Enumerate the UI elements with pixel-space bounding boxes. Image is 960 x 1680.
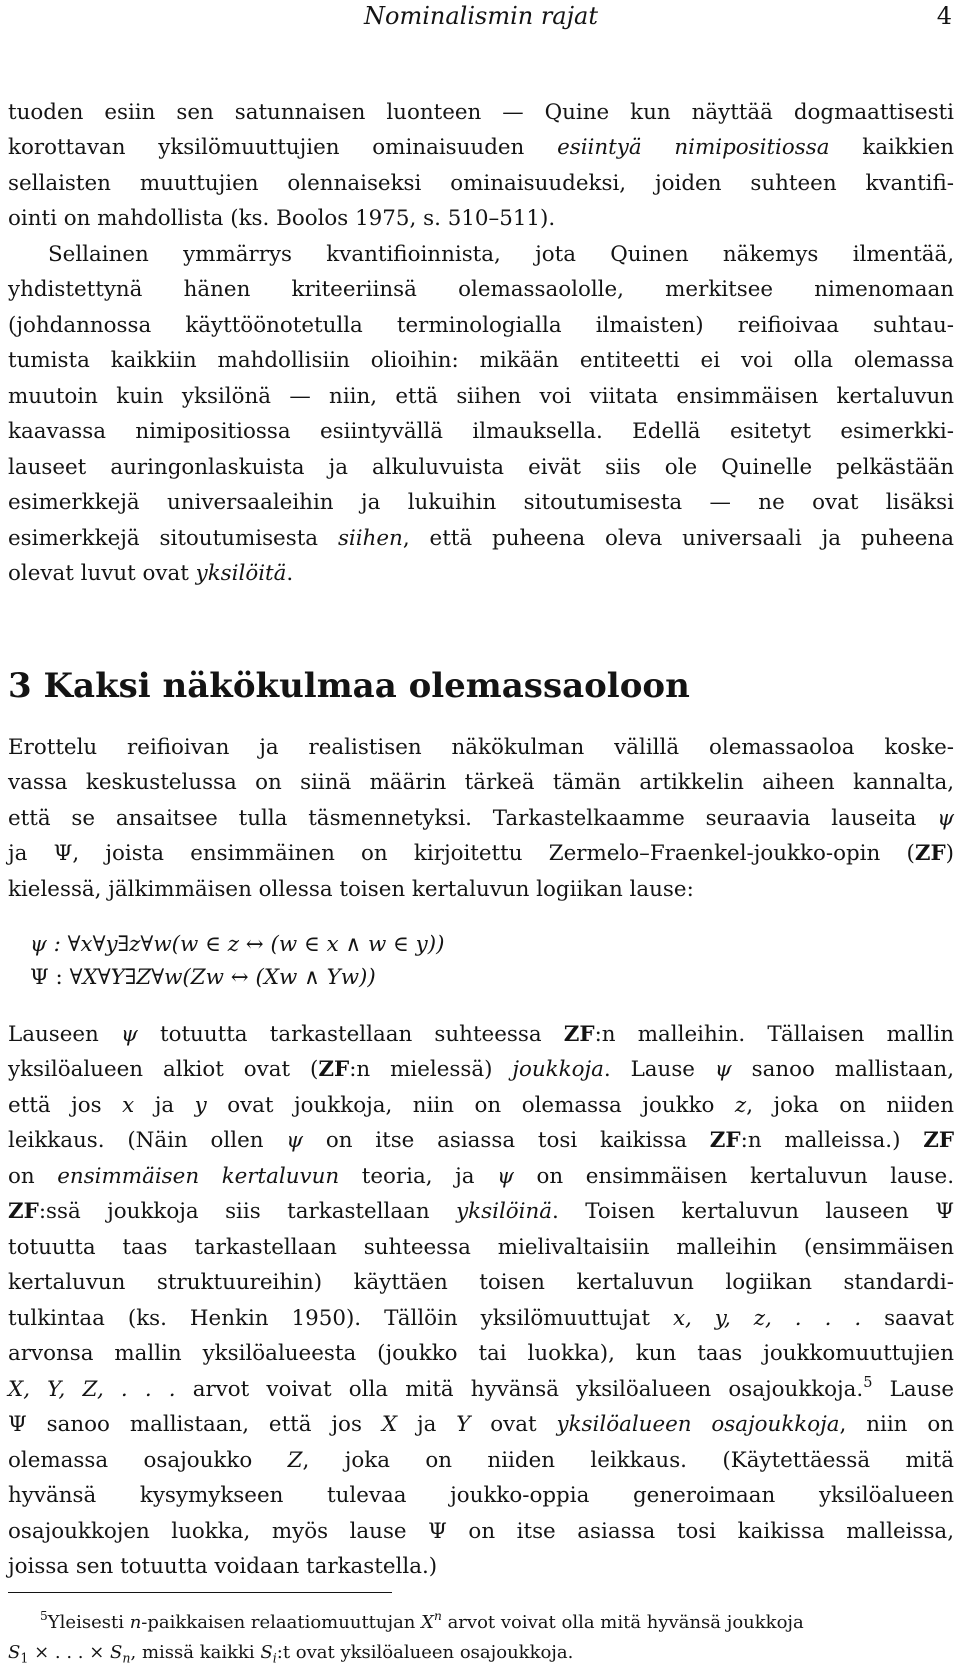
footnote-rule	[8, 1592, 392, 1593]
text-span: ja	[134, 1093, 195, 1118]
math-symbol: ψ	[937, 806, 954, 831]
text-span: että jos	[8, 1093, 123, 1118]
text-span: esimerkkejä sitoutumisesta	[8, 526, 338, 551]
text-span: :n mielessä)	[349, 1057, 513, 1082]
text-line: ointi on mahdollista (ks. Boolos 1975, s. 510–511).	[8, 206, 556, 231]
text-line	[8, 1411, 954, 1439]
text-span: että se ansaitsee tulla täsmennetyksi. Tarkastelkaamme seuraavia lauseita	[8, 806, 938, 831]
text-span: teoria, ja	[339, 1164, 498, 1189]
text-span: arvot voivat olla mitä hyvänsä yksilöalueen osajoukkoja.	[175, 1377, 864, 1402]
text-line	[8, 134, 954, 162]
text-span: sanoo mallistaan,	[731, 1057, 955, 1082]
math-superscript: n	[433, 1609, 442, 1624]
math-symbol: Z	[287, 1448, 303, 1473]
text-span: ja	[397, 1412, 457, 1437]
text-line: osajoukkojen luokka, myös lause Ψ on itse asiassa tosi kaikissa malleissa,	[8, 1519, 954, 1544]
math-subscript: i	[272, 1650, 277, 1666]
text-span: korottavan yksilömuuttujien ominaisuuden	[8, 135, 558, 160]
text-span: :n malleihin. Tällaisen mallin	[594, 1022, 954, 1047]
bold-term: ZF	[709, 1128, 741, 1153]
text-line: joissa sen totuutta voidaan tarkastella.)	[8, 1554, 438, 1579]
math-symbol: S	[260, 1642, 273, 1663]
math-symbol: ψ	[121, 1022, 138, 1047]
text-span: Lauseen	[8, 1022, 121, 1047]
formula-label: ψ :	[30, 932, 61, 957]
text-line	[8, 805, 954, 833]
text-line: hyvänsä kysymykseen tulevaa joukko-oppia generoimaan yksilöalueen	[8, 1483, 954, 1508]
text-span: -paikkaisen relaatiomuuttujan	[141, 1612, 422, 1633]
text-span: on	[8, 1164, 58, 1189]
text-span: kaikkien	[829, 135, 954, 160]
math-subscript: 1	[20, 1650, 29, 1666]
emphasis: yksilöalueen osajoukkoja	[556, 1412, 840, 1437]
page-header	[0, 0, 960, 40]
emphasis: yksilöinä	[456, 1199, 553, 1224]
footnote-reference[interactable]: 5	[863, 1374, 873, 1392]
text-line: muutoin kuin yksilönä — niin, että siihen voi viitata ensimmäisen kertaluvun	[8, 384, 954, 409]
text-line: esimerkkejä universaaleihin ja lukuihin sitoutumisesta — ne ovat lisäksi	[8, 490, 954, 515]
text-span: , niin on	[839, 1412, 954, 1437]
emphasis: yksilöitä	[195, 561, 287, 586]
text-span: olevat luvut ovat	[8, 561, 196, 586]
text-span: arvot voivat olla mitä hyvänsä joukkoja	[441, 1612, 804, 1633]
math-symbol: y	[194, 1093, 207, 1118]
text-span: totuutta tarkastellaan suhteessa	[137, 1022, 564, 1047]
text-line: tuoden esiin sen satunnaisen luonteen — Quine kun näyttää dogmaattisesti	[8, 100, 954, 125]
math-symbol: S	[110, 1642, 123, 1663]
text-line: sellaisten muuttujien olennaiseksi ominaisuudeksi, joiden suhteen kvantifi-	[8, 171, 954, 196]
text-line	[8, 1092, 954, 1120]
text-line	[8, 1376, 954, 1404]
text-span: , joka on niiden leikkaus. (Käytettäessä mitä	[302, 1448, 954, 1473]
text-span: , että puheena oleva universaali ja puheena	[402, 526, 954, 551]
text-line: (johdannossa käyttöönotetulla terminologialla ilmaisten) reifioivaa suhtau-	[8, 313, 954, 338]
math-symbol: S	[8, 1642, 21, 1663]
formula-psi	[30, 931, 444, 959]
text-span: ja Ψ, joista ensimmäinen on kirjoitettu Zermelo–Fraenkel-joukko-opin (	[8, 841, 915, 866]
text-span: .	[286, 561, 294, 586]
text-span: Lause	[872, 1377, 955, 1402]
text-span: . Toisen kertaluvun lauseen Ψ	[552, 1199, 954, 1224]
text-span: :n malleissa.)	[740, 1128, 924, 1153]
text-span: ovat joukkoja, niin on olemassa joukko	[206, 1093, 735, 1118]
page-number: 4	[936, 2, 952, 30]
bold-term: ZF	[8, 1199, 39, 1224]
text-line: kaavassa nimipositiossa esiintyvällä ilmauksella. Edellä esitetyt esimerkki-	[8, 419, 954, 444]
math-symbol: n	[129, 1612, 142, 1633]
text-line	[8, 560, 954, 588]
text-line: lauseet auringonlaskuista ja alkuluvuista eivät siis ole Quinelle pelkästään	[8, 455, 954, 480]
math-symbol: Y	[456, 1412, 471, 1437]
section-heading: 3 Kaksi näkökulmaa olemassaoloon	[8, 666, 690, 706]
text-span: Yleisesti	[47, 1612, 130, 1633]
text-line: Erottelu reifioivan ja realistisen näkökulman välillä olemassaoloa koske-	[8, 735, 954, 760]
text-line: vassa keskustelussa on siinä määrin tärkeä tämän artikkelin aiheen kannalta,	[8, 770, 954, 795]
text-span: yksilöalueen alkiot ovat (	[8, 1057, 319, 1082]
math-symbol: ψ	[286, 1128, 304, 1153]
formula-body: ∀x∀y∃z∀w(w ∈ z ↔ (w ∈ x ∧ w ∈ y))	[67, 932, 445, 957]
text-line	[8, 1163, 954, 1191]
text-span: ovat	[470, 1412, 557, 1437]
text-span: × . . . ×	[28, 1642, 111, 1663]
text-span: leikkaus. (Näin ollen	[8, 1128, 287, 1153]
text-line: totuutta taas tarkastellaan suhteessa mielivaltaisiin malleihin (ensimmäisen	[8, 1235, 954, 1260]
text-span: saavat	[861, 1306, 955, 1331]
formula-Psi	[30, 964, 376, 992]
math-symbol: x	[122, 1093, 135, 1118]
emphasis: siihen	[337, 526, 403, 551]
math-symbol: ψ	[497, 1164, 514, 1189]
text-span: :t ovat yksilöalueen osajoukkoja.	[276, 1642, 574, 1663]
text-line: arvonsa mallin yksilöalueesta (joukko tai luokka), kun taas joukkomuuttujien	[8, 1341, 954, 1366]
text-line: yhdistettynä hänen kriteeriinsä olemassaololle, merkitsee nimenomaan	[8, 277, 954, 302]
text-line: kielessä, jälkimmäisen ollessa toisen kertaluvun logiikan lause:	[8, 877, 694, 902]
text-span: on itse asiassa tosi kaikissa	[303, 1128, 710, 1153]
text-span: . Lause	[603, 1057, 715, 1082]
text-line: kertaluvun struktuureihin) käyttäen toisen kertaluvun logiikan standardi-	[8, 1270, 954, 1295]
formula-label: Ψ :	[30, 965, 63, 990]
emphasis: joukkoja	[512, 1057, 604, 1082]
text-span: on ensimmäisen kertaluvun lause.	[513, 1164, 955, 1189]
bold-term: ZF	[563, 1022, 595, 1047]
math-symbol: X	[421, 1612, 434, 1633]
bold-term: ZF	[318, 1057, 350, 1082]
text-span: , missä kaikki	[130, 1642, 261, 1663]
text-line: Sellainen ymmärrys kvantifioinnista, jota Quinen näkemys ilmentää,	[48, 242, 954, 267]
running-title: Nominalismin rajat	[364, 2, 599, 30]
footnote-line	[40, 1611, 954, 1635]
text-span: olemassa osajoukko	[8, 1448, 288, 1473]
math-expression: X, Y, Z, . . .	[8, 1377, 176, 1402]
math-expression: x, y, z, . . .	[672, 1306, 862, 1331]
text-line	[8, 1127, 954, 1155]
math-symbol: X	[381, 1412, 398, 1437]
text-line	[8, 840, 954, 868]
footnote-line	[8, 1641, 954, 1665]
text-line	[8, 1021, 954, 1049]
text-span: tulkintaa (ks. Henkin 1950). Tällöin yksilömuuttujat	[8, 1306, 673, 1331]
text-line	[8, 1305, 954, 1333]
footnote-mark: 5	[40, 1609, 48, 1624]
math-symbol: ψ	[714, 1057, 732, 1082]
text-line	[8, 1056, 954, 1084]
bold-term: ZF	[914, 841, 946, 866]
text-span: :ssä joukkoja siis tarkastellaan	[38, 1199, 457, 1224]
emphasis: ensimmäisen kertaluvun	[57, 1164, 340, 1189]
text-span: Ψ sanoo mallistaan, että jos	[8, 1412, 382, 1437]
text-line	[8, 1198, 954, 1226]
bold-term: ZF	[923, 1128, 955, 1153]
text-line	[8, 1447, 954, 1475]
text-line	[8, 525, 954, 553]
text-line: tumista kaikkiin mahdollisiin olioihin: mikään entiteetti ei voi olla olemassa	[8, 348, 954, 373]
emphasis: esiintyä nimipositiossa	[557, 135, 830, 160]
text-span: , joka on niiden	[746, 1093, 954, 1118]
formula-body: ∀X∀Y∃Z∀w(Zw ↔ (Xw ∧ Yw))	[69, 965, 376, 990]
math-subscript: n	[122, 1650, 131, 1666]
text-span: )	[945, 841, 954, 866]
math-symbol: z	[734, 1093, 747, 1118]
